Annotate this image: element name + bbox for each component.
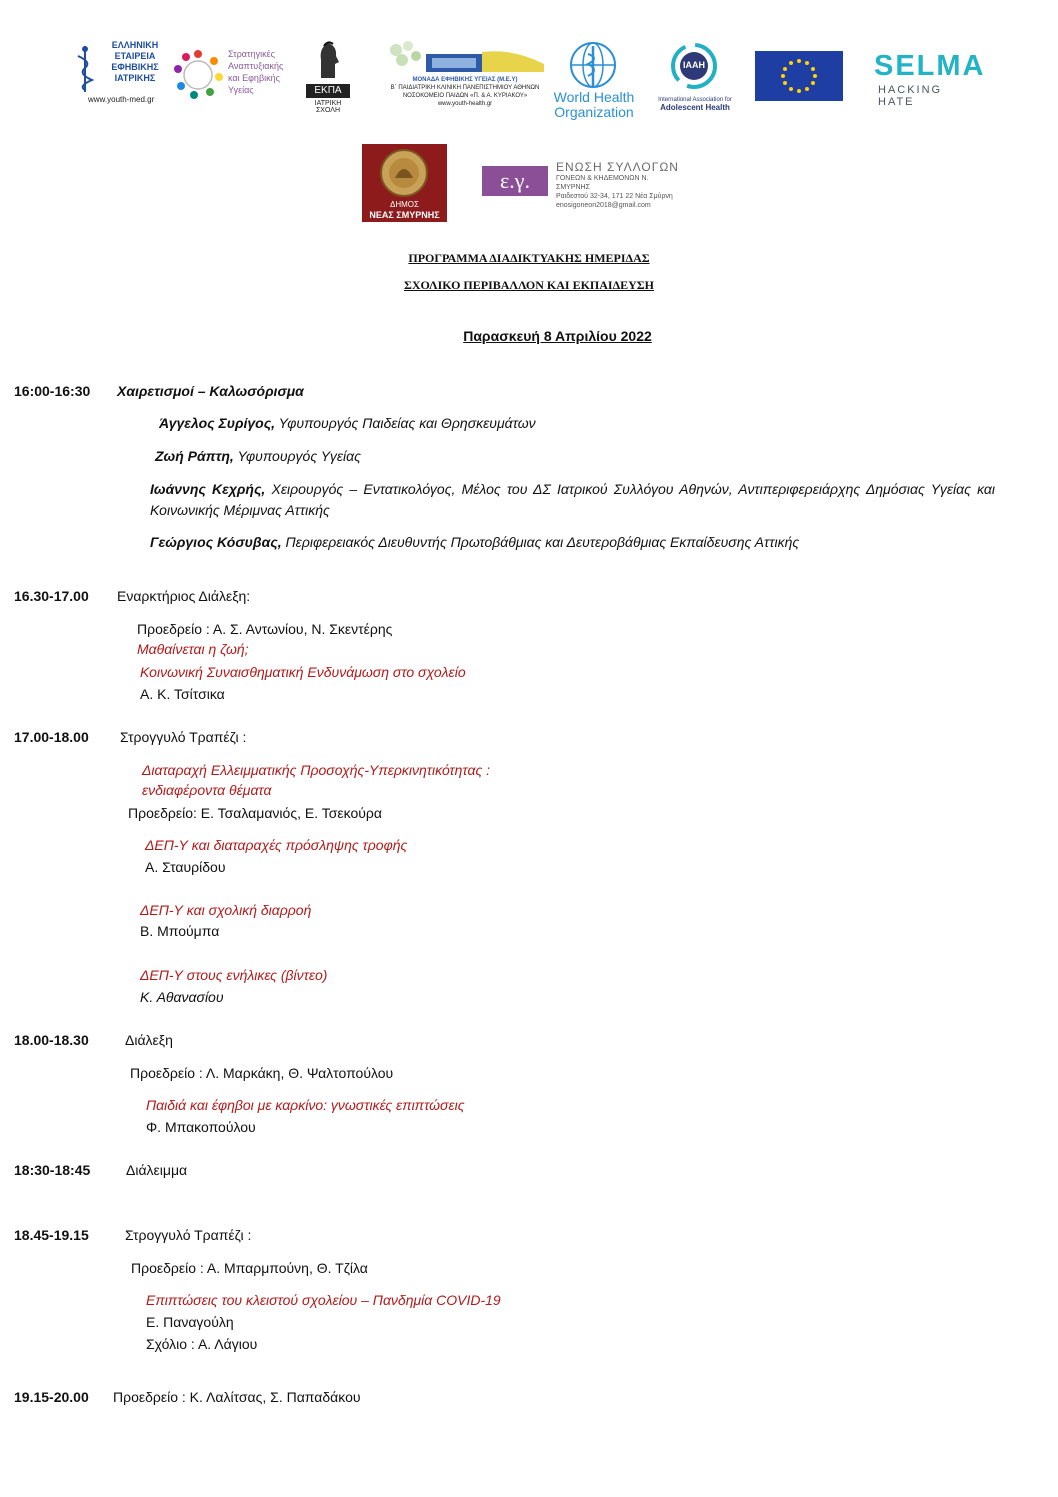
logo-iaah-line2: Adolescent Health — [660, 103, 730, 112]
logo-ekpa — [303, 40, 353, 114]
speaker-name: Ιωάννης Κεχρής, — [150, 481, 266, 497]
talk-title: Επιπτώσεις του κλειστού σχολείου – Πανδημία COVID-19 — [146, 1292, 501, 1308]
session-title: Διάλειμμα — [126, 1162, 188, 1178]
talk-speaker: Ε. Παναγούλη — [146, 1314, 234, 1330]
logo-iaah-badge: IAAH — [683, 60, 705, 70]
talk-speaker: Β. Μπούμπα — [140, 923, 220, 939]
talk-title: ΔΕΠ-Υ στους ενήλικες (βίντεο) — [140, 967, 328, 983]
logo-ekpa-caption: ΙΑΤΡΙΚΗ ΣΧΟΛΗ — [314, 100, 342, 114]
logo-who-line1: World Health — [553, 89, 635, 105]
people-circle-icon — [172, 48, 224, 100]
logo-enosi-syllogon — [482, 160, 682, 208]
logo-selma-tagline: HACKING HATE — [878, 84, 943, 108]
logo-dimos-nea-smyrni — [362, 144, 447, 222]
speaker-name: Ζωή Ράπτη, — [155, 448, 234, 464]
event-title: ΣΧΟΛΙΚΟ ΠΕΡΙΒΑΛΛΟΝ ΚΑΙ ΕΚΠΑΙΔΕΥΣΗ — [404, 278, 654, 292]
speaker-name: Άγγελος Συρίγος, — [159, 415, 276, 431]
logo-ethiki-line2: ΕΤΑΙΡΕΙΑ — [114, 51, 156, 61]
logo-strategikes-line2: Αναπτυξιακής — [228, 61, 284, 71]
logo-who — [552, 40, 636, 122]
logo-dimos-line1: ΔΗΜΟΣ — [390, 200, 419, 209]
logo-enosi-mark: ε.γ. — [482, 166, 548, 196]
coin-emblem-icon — [379, 148, 429, 198]
session-time: 18.00-18.30 — [14, 1032, 89, 1048]
session-time: 18:30-18:45 — [14, 1162, 91, 1178]
logo-ethiki-url: www.youth-med.gr — [88, 95, 155, 104]
logo-ethiki-etaireia — [74, 40, 172, 110]
speaker-line — [150, 534, 799, 550]
talk-speaker: Κ. Αθανασίου — [140, 989, 224, 1005]
logo-ethiki-line3: ΕΦΗΒΙΚΗΣ — [111, 62, 159, 72]
logo-iaah-line1: International Association for — [658, 97, 732, 103]
logo-enosi-line1: ΕΝΩΣΗ ΣΥΛΛΟΓΩΝ — [556, 160, 679, 174]
logo-selma — [870, 50, 986, 108]
speaker-line — [155, 448, 361, 464]
session-time: 16.30-17.00 — [14, 588, 89, 604]
logo-iaah — [652, 42, 738, 120]
logo-mey-line4: www.youth-health.gr — [437, 101, 493, 107]
logo-enosi-line3: Ραιδεστού 32-34, 171 22 Νέα Σμύρνη — [556, 193, 673, 200]
session-title: Στρογγυλό Τραπέζι : — [120, 729, 247, 745]
talk-title: ΔΕΠ-Υ και διαταραχές πρόσληψης τροφής — [145, 837, 408, 853]
mey-emblem-icon — [382, 40, 548, 80]
logo-strategikes-line4: Υγείας — [228, 85, 254, 95]
caduceus-icon — [74, 44, 96, 94]
talk-comment: Σχόλιο : Α. Λάγιου — [146, 1336, 258, 1352]
session-time: 18.45-19.15 — [14, 1227, 89, 1243]
talk-title: ΔΕΠ-Υ και σχολική διαρροή — [140, 902, 312, 918]
logo-mey-line3: ΝΟΣΟΚΟΜΕΙΟ ΠΑΙΔΩΝ «Π. & Α. ΚΥΡΙΑΚΟΥ» — [402, 93, 528, 99]
logo-ethiki-line1: ΕΛΛΗΝΙΚΗ — [111, 40, 159, 50]
speaker-role: Περιφερειακός Διευθυντής Πρωτοβάθμιας και Δευτεροβάθμιας Εκπαίδευσης Αττικής — [281, 534, 800, 550]
who-globe-icon — [566, 40, 620, 90]
session-chair: Προεδρείο: Ε. Τσαλαμανιός, Ε. Τσεκούρα — [128, 805, 382, 821]
logo-ekpa-badge: ΕΚΠΑ — [306, 84, 350, 98]
logo-selma-name: SELMA — [874, 50, 986, 82]
round-table-topic: ενδιαφέροντα θέματα — [142, 782, 272, 798]
logo-enosi-line2: ΓΟΝΕΩΝ & ΚΗΔΕΜΟΝΩΝ Ν. ΣΜΥΡΝΗΣ — [556, 175, 649, 191]
round-table-topic: Διαταραχή Ελλειμματικής Προσοχής-Υπερκινητικότητας : — [142, 762, 491, 778]
talk-title: Μαθαίνεται η ζωή; — [137, 641, 249, 657]
program-title: ΠΡΟΓΡΑΜΜΑ ΔΙΑΔΙΚΤΥΑΚΗΣ ΗΜΕΡΙΔΑΣ — [408, 251, 650, 265]
talk-speaker: Α. Κ. Τσίτσικα — [140, 686, 225, 702]
session-title: Διάλεξη — [125, 1032, 173, 1048]
speaker-role: Υφυπουργός Παιδείας και Θρησκευμάτων — [275, 415, 536, 431]
logo-ethiki-line4: ΙΑΤΡΙΚΗΣ — [114, 73, 156, 83]
logo-mey-line1: ΜΟΝΑΔΑ ΕΦΗΒΙΚΗΣ ΥΓΕΙΑΣ (Μ.Ε.Υ) — [412, 77, 518, 83]
session-title: Εναρκτήριος Διάλεξη: — [117, 588, 251, 604]
logo-enosi-line4: enosigoneon2018@gmail.com — [556, 202, 651, 209]
logo-dimos-line2: ΝΕΑΣ ΣΜΥΡΝΗΣ — [369, 210, 440, 220]
event-date: Παρασκευή 8 Απριλίου 2022 — [463, 328, 652, 344]
speaker-name: Γεώργιος Κόσυβας, — [150, 534, 282, 550]
session-time: 19.15-20.00 — [14, 1389, 89, 1405]
speaker-line — [159, 415, 536, 431]
eu-stars-icon — [755, 51, 843, 101]
logo-strategikes — [172, 44, 292, 106]
session-time: 17.00-18.00 — [14, 729, 89, 745]
logo-mey-line2: Β΄ ΠΑΙΔΙΑΤΡΙΚΗ ΚΛΙΝΙΚΗ ΠΑΝΕΠΙΣΤΗΜΙΟΥ ΑΘΗΝΩΝ — [390, 85, 540, 91]
talk-title: Παιδιά και έφηβοι με καρκίνο: γνωστικές επιπτώσεις — [146, 1097, 465, 1113]
session-chair: Προεδρείο : Κ. Λαλίτσας, Σ. Παπαδάκου — [113, 1389, 361, 1405]
logo-mey — [382, 40, 548, 118]
speaker-paragraph — [150, 479, 995, 521]
session-chair: Προεδρείο : Λ. Μαρκάκη, Θ. Ψαλτοπούλου — [130, 1065, 394, 1081]
speaker-role: Χειρουργός – Εντατικολόγος, Μέλος του ΔΣ Ιατρικού Συλλόγου Αθηνών, Αντιπεριφερειάρχης Δημόσιας Υγείας και Κοινωνικής Μέριμνας Αττικής — [150, 481, 996, 518]
athena-head-icon — [315, 40, 341, 80]
session-title: Στρογγυλό Τραπέζι : — [125, 1227, 252, 1243]
logo-strategikes-line3: και Εφηβικής — [228, 73, 280, 83]
session-chair: Προεδρείο : Α. Μπαρμπούνη, Θ. Τζίλα — [131, 1260, 368, 1276]
talk-title: Κοινωνική Συναισθηματική Ενδυνάμωση στο σχολείο — [140, 664, 466, 680]
talk-speaker: Α. Σταυρίδου — [145, 859, 226, 875]
session-title: Χαιρετισμοί – Καλωσόρισμα — [117, 383, 304, 399]
logo-strategikes-line1: Στρατηγικές — [228, 49, 275, 59]
logo-eu-flag — [755, 51, 843, 101]
session-time: 16:00-16:30 — [14, 383, 91, 399]
speaker-role: Υφυπουργός Υγείας — [233, 448, 361, 464]
talk-speaker: Φ. Μπακοπούλου — [146, 1119, 256, 1135]
session-chair: Προεδρείο : Α. Σ. Αντωνίου, Ν. Σκεντέρης — [137, 621, 393, 637]
logo-who-line2: Organization — [554, 104, 634, 120]
